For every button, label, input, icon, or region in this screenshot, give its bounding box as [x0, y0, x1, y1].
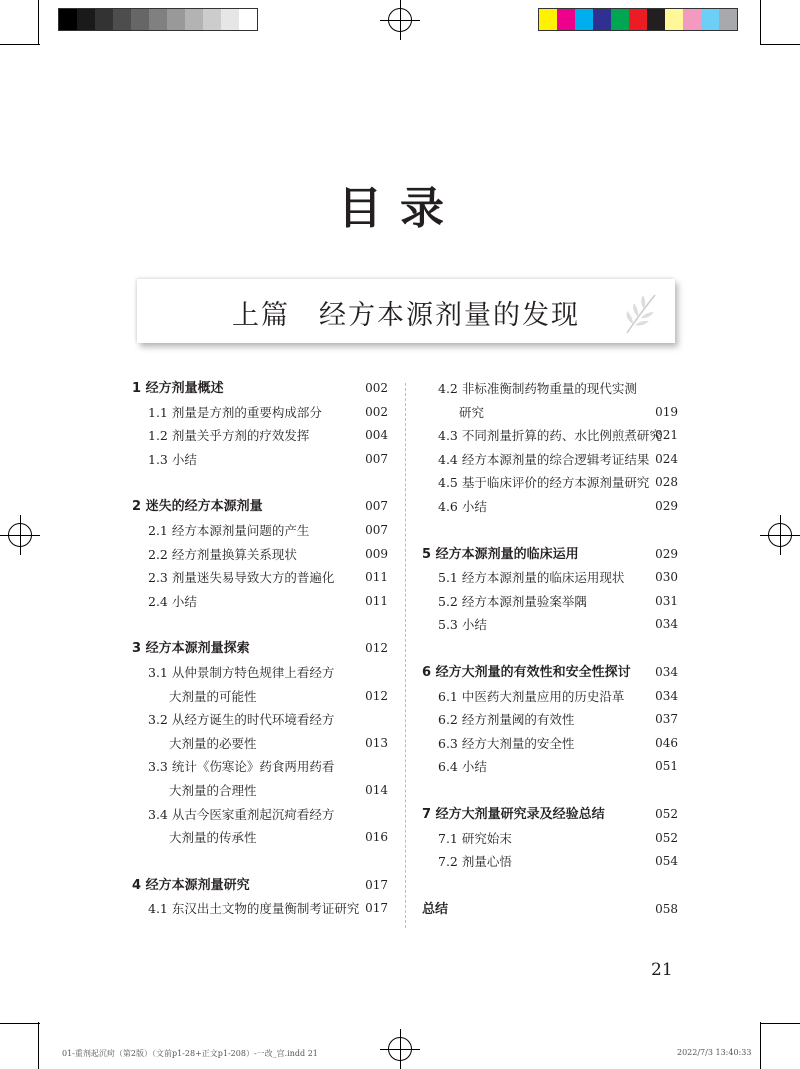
toc-entry-title: 3.2 从经方诞生的时代环境看经方 — [148, 712, 335, 728]
color-swatch — [647, 9, 665, 30]
toc-section-entry[interactable] — [422, 377, 678, 401]
toc-entry-page: 012 — [365, 688, 388, 703]
toc-entry-title: 2.1 经方本源剂量问题的产生 — [148, 522, 310, 538]
print-slug-timestamp: 2022/7/3 13:40:33 — [677, 1048, 752, 1057]
print-slug-file: 01-重剂起沉疴（第2版）（文前p1-28+正文p1-208）-一改_宫.indd 21 — [62, 1049, 318, 1058]
toc-entry-title: 4.6 小结 — [438, 498, 487, 514]
registration-mark-right — [760, 515, 800, 555]
page-title: 目录 — [338, 183, 462, 234]
toc-entry-page: 007 — [365, 522, 388, 537]
leaf-icon — [621, 291, 661, 335]
toc-entry-title: 研究 — [459, 404, 485, 420]
toc-chapter-entry[interactable] — [422, 543, 678, 567]
color-swatch — [719, 9, 737, 30]
toc-entry-title: 1 经方剂量概述 — [132, 381, 224, 396]
toc-section-entry[interactable] — [422, 613, 678, 637]
registration-mark-left — [0, 515, 40, 555]
toc-left-column — [132, 377, 388, 921]
crop-mark-top-left-h — [0, 44, 40, 45]
color-swatch — [557, 9, 575, 30]
part-banner — [137, 279, 675, 343]
toc-entry-title: 5 经方本源剂量的临床运用 — [422, 546, 579, 562]
toc-entry-page: 011 — [365, 570, 388, 585]
toc-section-entry[interactable] — [422, 850, 678, 874]
toc-entry-title: 4.4 经方本源剂量的综合逻辑考证结果 — [438, 451, 650, 467]
toc-section-entry[interactable] — [422, 401, 678, 425]
toc-section-entry[interactable] — [132, 590, 388, 614]
toc-section-entry[interactable] — [422, 685, 678, 709]
toc-entry-page: 014 — [365, 782, 388, 797]
toc-entry-page: 016 — [365, 830, 388, 845]
toc-entry-page: 034 — [655, 617, 678, 632]
color-swatch — [203, 9, 221, 30]
toc-entry-title: 7.2 剂量心悟 — [438, 854, 512, 870]
toc-entry-title: 2 迷失的经方本源剂量 — [132, 499, 263, 515]
toc-entry-title: 4.5 基于临床评价的经方本源剂量研究 — [438, 475, 650, 491]
toc-entry-page: 037 — [655, 712, 678, 727]
toc-entry-title: 4.2 非标准衡制药物重量的现代实测 — [438, 381, 637, 396]
toc-chapter-entry[interactable] — [132, 495, 388, 519]
color-swatch — [593, 9, 611, 30]
toc-entry-title: 6.4 小结 — [438, 759, 487, 775]
toc-entry-title: 6.3 经方大剂量的安全性 — [438, 735, 575, 751]
toc-section-entry[interactable] — [132, 779, 388, 803]
toc-entry-title: 3.4 从古今医家重剂起沉疴看经方 — [148, 806, 335, 822]
toc-entry-page: 024 — [655, 451, 678, 466]
toc-entry-page: 029 — [655, 546, 678, 561]
toc-section-entry[interactable] — [422, 827, 678, 851]
toc-entry-page: 004 — [365, 428, 388, 443]
part-banner-title: 上篇 经方本源剂量的发现 — [232, 300, 580, 331]
column-divider — [405, 383, 406, 928]
toc-entry-page: 046 — [655, 735, 678, 750]
toc-entry-page: 009 — [365, 546, 388, 561]
toc-entry-page: 030 — [655, 570, 678, 585]
color-swatch — [113, 9, 131, 30]
toc-entry-title: 大剂量的传承性 — [169, 830, 257, 846]
toc-entry-title: 大剂量的可能性 — [169, 688, 257, 704]
color-swatch — [701, 9, 719, 30]
page-number: 21 — [651, 960, 673, 980]
toc-entry-title: 总结 — [422, 901, 449, 917]
toc-section-entry[interactable] — [422, 495, 678, 519]
toc-entry-page: 011 — [365, 593, 388, 608]
toc-section-entry[interactable] — [132, 661, 388, 685]
toc-entry-page: 007 — [365, 499, 388, 514]
toc-entry-page: 021 — [655, 428, 678, 443]
toc-entry-title: 7 经方大剂量研究录及经验总结 — [422, 806, 605, 822]
toc-chapter-entry[interactable] — [132, 637, 388, 661]
toc-section-entry[interactable] — [422, 448, 678, 472]
toc-chapter-entry[interactable] — [132, 874, 388, 898]
toc-entry-page: 052 — [655, 806, 678, 821]
color-swatch — [149, 9, 167, 30]
toc-entry-page: 034 — [655, 688, 678, 703]
color-swatch — [683, 9, 701, 30]
crop-mark-top-right-h — [760, 44, 800, 45]
cmyk-color-bar — [538, 8, 738, 31]
toc-entry-page: 019 — [655, 404, 678, 419]
toc-entry-page: 017 — [365, 901, 388, 916]
color-swatch — [611, 9, 629, 30]
toc-entry-page: 052 — [655, 830, 678, 845]
section-gap — [422, 519, 678, 543]
toc-chapter-entry[interactable] — [422, 898, 678, 922]
toc-section-entry[interactable] — [422, 566, 678, 590]
toc-entry-page: 031 — [655, 593, 678, 608]
toc-entry-title: 2.4 小结 — [148, 593, 197, 609]
toc-section-entry[interactable] — [422, 471, 678, 495]
toc-section-entry[interactable] — [422, 708, 678, 732]
toc-entry-title: 2.3 剂量迷失易导致大方的普遍化 — [148, 570, 335, 586]
section-gap — [422, 779, 678, 803]
toc-entry-page: 002 — [365, 381, 388, 395]
section-gap — [422, 874, 678, 898]
color-swatch — [185, 9, 203, 30]
color-swatch — [575, 9, 593, 30]
toc-section-entry[interactable] — [422, 732, 678, 756]
toc-section-entry[interactable] — [132, 543, 388, 567]
toc-entry-title: 1.2 剂量关乎方剂的疗效发挥 — [148, 428, 310, 444]
toc-section-entry[interactable] — [132, 424, 388, 448]
toc-entry-title: 7.1 研究始末 — [438, 830, 512, 846]
registration-mark-top — [380, 0, 420, 40]
toc-entry-title: 1.1 剂量是方剂的重要构成部分 — [148, 404, 322, 420]
toc-section-entry[interactable] — [132, 897, 388, 921]
toc-chapter-entry[interactable] — [132, 377, 388, 401]
grayscale-color-bar — [58, 8, 258, 31]
toc-entry-title: 6 经方大剂量的有效性和安全性探讨 — [422, 664, 631, 680]
color-swatch — [59, 9, 77, 30]
toc-entry-page: 051 — [655, 759, 678, 774]
color-swatch — [77, 9, 95, 30]
toc-section-entry[interactable] — [132, 566, 388, 590]
crop-mark-bottom-right-h — [760, 1023, 800, 1024]
toc-entry-page: 028 — [655, 475, 678, 490]
toc-entry-title: 5.1 经方本源剂量的临床运用现状 — [438, 570, 625, 586]
toc-entry-title: 4.1 东汉出土文物的度量衡制考证研究 — [148, 901, 360, 917]
color-swatch — [167, 9, 185, 30]
toc-entry-title: 5.3 小结 — [438, 617, 487, 633]
section-gap — [132, 850, 388, 874]
crop-mark-bottom-right-v — [760, 1022, 761, 1069]
color-swatch — [95, 9, 113, 30]
toc-entry-title: 6.2 经方剂量阈的有效性 — [438, 712, 575, 728]
color-swatch — [221, 9, 239, 30]
toc-section-entry[interactable] — [132, 685, 388, 709]
color-swatch — [629, 9, 647, 30]
toc-section-entry[interactable] — [422, 590, 678, 614]
toc-entry-title: 5.2 经方本源剂量验案举隅 — [438, 593, 587, 609]
toc-right-column — [422, 377, 678, 921]
toc-section-entry[interactable] — [132, 448, 388, 472]
toc-section-entry[interactable] — [132, 803, 388, 827]
toc-entry-title: 4 经方本源剂量研究 — [132, 877, 250, 893]
toc-entry-title: 大剂量的合理性 — [169, 782, 257, 798]
toc-entry-page: 029 — [655, 498, 678, 513]
section-gap — [132, 471, 388, 495]
toc-entry-page: 034 — [655, 664, 678, 679]
toc-entry-page: 054 — [655, 854, 678, 869]
toc-entry-page: 013 — [365, 735, 388, 750]
toc-chapter-entry[interactable] — [422, 661, 678, 685]
crop-mark-bottom-left-v — [38, 1022, 39, 1069]
color-swatch — [239, 9, 257, 30]
toc-section-entry[interactable] — [132, 708, 388, 732]
section-gap — [132, 613, 388, 637]
toc-entry-page: 017 — [365, 877, 388, 892]
toc-section-entry[interactable] — [132, 755, 388, 779]
toc-entry-title: 4.3 不同剂量折算的药、水比例煎煮研究 — [438, 428, 662, 444]
toc-section-entry[interactable] — [132, 519, 388, 543]
toc-entry-title: 2.2 经方剂量换算关系现状 — [148, 546, 297, 562]
color-swatch — [665, 9, 683, 30]
crop-mark-top-right-v — [760, 0, 761, 45]
toc-entry-page: 007 — [365, 451, 388, 466]
toc-entry-page: 012 — [365, 641, 388, 656]
toc-section-entry[interactable] — [422, 755, 678, 779]
section-gap — [422, 637, 678, 661]
toc-entry-title: 大剂量的必要性 — [169, 735, 257, 751]
toc-section-entry[interactable] — [132, 401, 388, 425]
toc-entry-title: 3 经方本源剂量探索 — [132, 641, 250, 657]
color-swatch — [131, 9, 149, 30]
toc-entry-title: 6.1 中医药大剂量应用的历史沿革 — [438, 688, 625, 704]
toc-entry-title: 1.3 小结 — [148, 451, 197, 467]
crop-mark-bottom-left-h — [0, 1023, 40, 1024]
toc-chapter-entry[interactable] — [422, 803, 678, 827]
toc-section-entry[interactable] — [132, 732, 388, 756]
toc-entry-title: 3.1 从仲景制方特色规律上看经方 — [148, 664, 335, 680]
toc-entry-page: 058 — [655, 901, 678, 916]
toc-section-entry[interactable] — [422, 424, 678, 448]
registration-mark-bottom — [380, 1029, 420, 1069]
crop-mark-top-left-v — [38, 0, 39, 45]
color-swatch — [539, 9, 557, 30]
toc-entry-title: 3.3 统计《伤寒论》药食两用药看 — [148, 759, 335, 775]
toc-section-entry[interactable] — [132, 826, 388, 850]
toc-entry-page: 002 — [365, 404, 388, 419]
